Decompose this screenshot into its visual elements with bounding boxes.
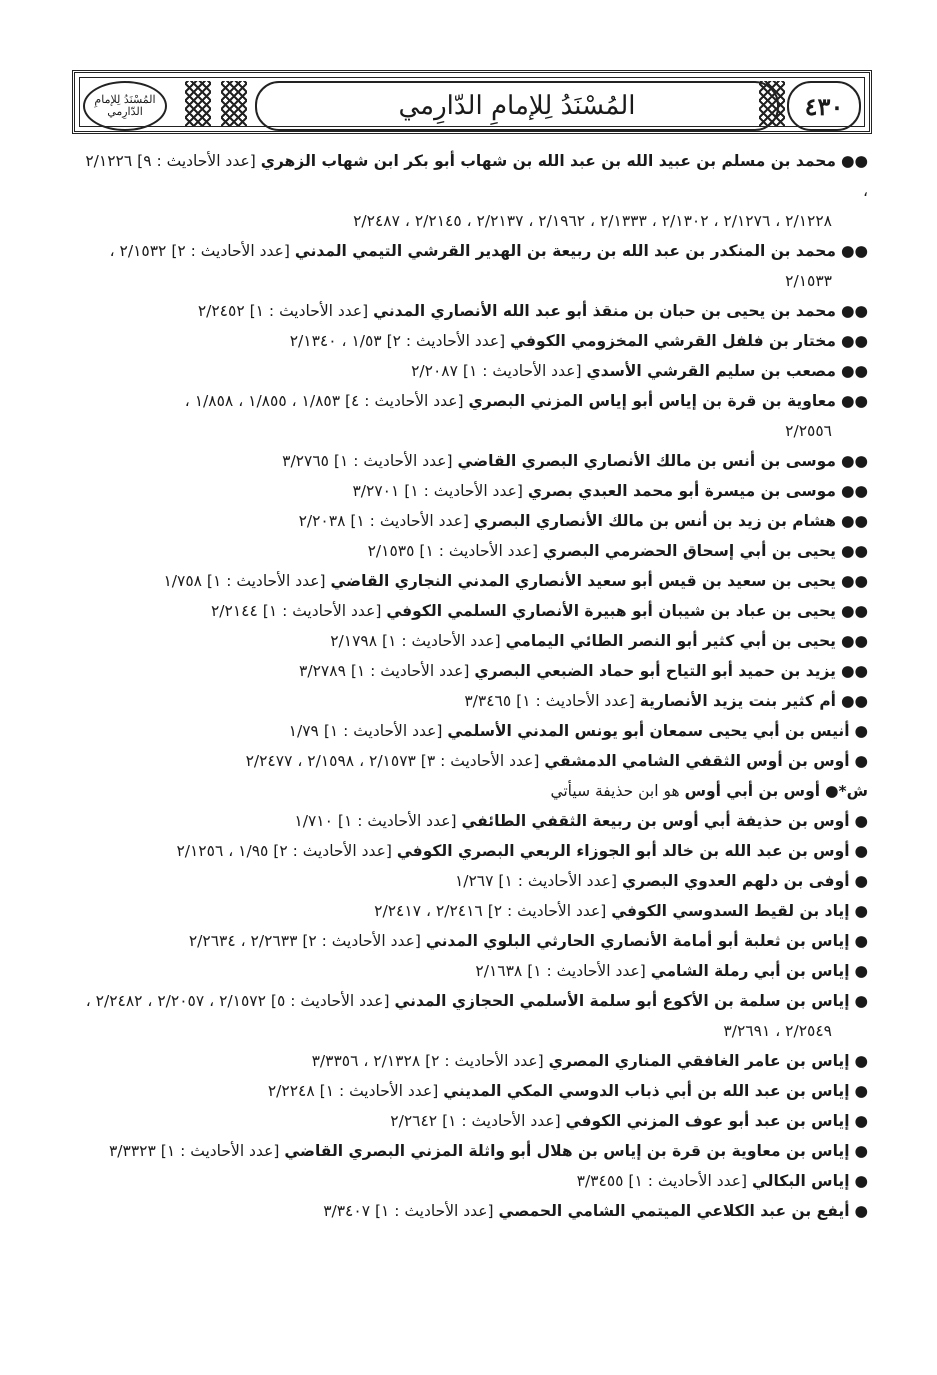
hadith-count: [عدد الأحاديث : ١] — [628, 1172, 748, 1190]
index-entry — [78, 356, 868, 386]
narrator-name: إياس بن سلمة بن الأكوع أبو سلمة الأسلمي الحجازي المدني — [394, 992, 850, 1010]
hadith-references: ١/٧٥٨ — [163, 572, 202, 590]
entry-bullet: ●● — [840, 452, 868, 470]
hadith-references: ١/٨٥٣ ، ١/٨٥٥ ، ١/٨٥٨ ، — [184, 392, 341, 410]
hadith-references: ٣/٢٧٦٥ — [282, 452, 329, 470]
narrator-name: مختار بن فلفل القرشي المخزومي الكوفي — [510, 332, 836, 350]
index-entry — [78, 1196, 868, 1226]
hadith-references: ٣/٢٧٨٩ — [299, 662, 346, 680]
entry-bullet: ● — [854, 722, 868, 740]
index-entry — [78, 1076, 868, 1106]
narrator-name: أم كثير بنت يزيد الأنصارية — [639, 692, 836, 710]
index-entry — [78, 386, 868, 446]
entry-bullet: ● — [854, 1052, 868, 1070]
hadith-references: ٢/٢٠٣٨ — [298, 512, 346, 530]
entry-bullet: ● — [854, 1172, 868, 1190]
page-header — [72, 70, 872, 134]
hadith-references: ٢/١٥٣٥ — [367, 542, 415, 560]
hadith-count: [عدد الأحاديث : ١] — [350, 512, 469, 530]
hadith-count: [عدد الأحاديث : ١] — [527, 962, 646, 980]
hadith-references: ٣/٣٤٦٥ — [464, 692, 512, 710]
hadith-references-continued: ٢/٢٥٤٩ ، ٣/٢٦٩١ — [723, 1022, 832, 1040]
entry-bullet: ●● — [840, 242, 868, 260]
hadith-count: [عدد الأحاديث : ٢] — [487, 902, 607, 920]
index-entry — [78, 566, 868, 596]
hadith-references: ٢/١٦٣٨ — [475, 962, 523, 980]
entry-bullet: ش*● — [824, 782, 868, 800]
entry-bullet: ● — [854, 1112, 868, 1130]
index-entry — [78, 716, 868, 746]
hadith-references: ٢/١٥٣٢ ، — [109, 242, 167, 260]
index-entry — [78, 296, 868, 326]
page-number-badge — [787, 81, 861, 131]
hadith-count: [عدد الأحاديث : ١] — [374, 1202, 494, 1220]
index-entry — [78, 806, 868, 836]
hadith-references: ٣/٢٧٠١ — [352, 482, 400, 500]
narrator-name: أوس بن عبد الله بن خالد أبو الجوزاء الربعي البصري الكوفي — [396, 842, 850, 860]
narrator-name: إياس بن عبد أبو عوف المزني الكوفي — [565, 1112, 850, 1130]
index-entry — [78, 1046, 868, 1076]
hadith-count: [عدد الأحاديث : ٣] — [420, 752, 540, 770]
hadith-references: ٣/٣٤٥٥ — [576, 1172, 624, 1190]
index-entry — [78, 236, 868, 296]
entry-bullet: ● — [854, 902, 868, 920]
hadith-count: هو ابن حذيفة سيأتي — [550, 782, 680, 800]
entry-bullet: ●● — [840, 632, 868, 650]
index-entry — [78, 596, 868, 626]
hadith-references: ٢/٢١٤٤ — [210, 602, 258, 620]
ornament-knot — [221, 81, 247, 127]
entry-bullet: ●● — [840, 692, 868, 710]
entry-bullet: ● — [854, 1202, 868, 1220]
narrator-name: موسى بن ميسرة أبو محمد العبدي بصري — [527, 482, 836, 500]
index-entry — [78, 656, 868, 686]
index-entry — [78, 746, 868, 776]
hadith-count: [عدد الأحاديث : ١] — [382, 632, 501, 650]
hadith-references: ١/٢٦٧ — [454, 872, 494, 890]
hadith-references: ٢/١٥٧٣ ، ٢/١٥٩٨ ، ٢/٢٤٧٧ — [245, 752, 416, 770]
hadith-count: [عدد الأحاديث : ١] — [516, 692, 635, 710]
hadith-references: ٢/١٣٢٨ ، ٣/٣٣٥٦ — [311, 1052, 421, 1070]
narrator-name: يحيى بن أبي كثير أبو النصر الطائي اليمامي — [505, 632, 836, 650]
hadith-count: [عدد الأحاديث : ٢] — [171, 242, 290, 260]
narrator-name: أيفع بن عبد الكلاعي الميتمي الشامي الحمصي — [498, 1202, 850, 1220]
ornament-knot — [759, 81, 785, 127]
index-entry — [78, 956, 868, 986]
hadith-references: ١/٧٩ — [288, 722, 319, 740]
entry-bullet: ●● — [840, 362, 868, 380]
entry-bullet: ●● — [840, 512, 868, 530]
narrator-name: إياس بن ثعلبة أبو أمامة الأنصاري الحارثي البلوي المدني — [425, 932, 850, 950]
entry-bullet: ● — [854, 1142, 868, 1160]
narrator-index-list — [78, 146, 868, 1226]
narrator-name: إياس البكالي — [751, 1172, 850, 1190]
hadith-count: [عدد الأحاديث : ١] — [206, 572, 326, 590]
hadith-count: [عدد الأحاديث : ١] — [350, 662, 470, 680]
hadith-count: [عدد الأحاديث : ١] — [319, 1082, 439, 1100]
ornament-knot — [185, 81, 211, 127]
entry-bullet: ● — [854, 842, 868, 860]
index-entry — [78, 1166, 868, 1196]
hadith-references-continued: ٢/١٢٢٨ ، ٢/١٢٧٦ ، ٢/١٣٠٢ ، ٢/١٣٣٣ ، ٢/١٩٦٢ ، ٢/٢١٣٧ ، ٢/٢١٤٥ ، ٢/٢٤٨٧ — [353, 212, 832, 230]
narrator-name: معاوية بن قرة بن إياس أبو إياس المزني البصري — [468, 392, 836, 410]
index-entry — [78, 476, 868, 506]
narrator-name: إياس بن أبي رملة الشامي — [650, 962, 850, 980]
index-entry — [78, 686, 868, 716]
hadith-references: ٣/٣٣٢٣ — [108, 1142, 156, 1160]
hadith-references: ٢/١٢٢٦ ، — [85, 152, 868, 200]
entry-bullet: ●● — [840, 302, 868, 320]
narrator-name: أوفى بن دلهم العدوي البصري — [621, 872, 850, 890]
hadith-references: ٢/١٥٧٢ ، ٢/٢٠٥٧ ، ٢/٢٤٨٢ ، — [85, 992, 266, 1010]
entry-bullet: ● — [854, 962, 868, 980]
hadith-count: [عدد الأحاديث : ١] — [498, 872, 618, 890]
hadith-count: [عدد الأحاديث : ٤] — [344, 392, 464, 410]
narrator-name: أوس بن أبي أوس — [684, 782, 821, 800]
entry-bullet: ● — [854, 752, 868, 770]
hadith-references: ٢/١٧٩٨ — [330, 632, 378, 650]
hadith-count: [عدد الأحاديث : ٢] — [425, 1052, 544, 1070]
hadith-references: ٢/٢٤١٦ ، ٢/٢٤١٧ — [374, 902, 483, 920]
book-title-cartouche — [255, 81, 779, 131]
index-entry — [78, 506, 868, 536]
index-entry — [78, 896, 868, 926]
hadith-count: [عدد الأحاديث : ٢] — [386, 332, 506, 350]
hadith-references: ٢/٢٦٣٣ ، ٢/٢٦٣٤ — [188, 932, 298, 950]
entry-bullet: ● — [854, 932, 868, 950]
hadith-count: [عدد الأحاديث : ١] — [160, 1142, 280, 1160]
narrator-name: إياس بن عامر الغافقي المناري المصري — [548, 1052, 850, 1070]
narrator-name: مصعب بن سليم القرشي الأسدي — [586, 362, 836, 380]
hadith-references-continued: ٢/١٥٣٣ — [785, 272, 832, 290]
entry-bullet: ●● — [840, 332, 868, 350]
index-entry — [78, 1136, 868, 1166]
hadith-references: ٢/٢٤٥٢ — [197, 302, 245, 320]
narrator-name: أوس بن حذيفة أبي أوس بن ربيعة الثقفي الطائفي — [461, 812, 850, 830]
narrator-name: يحيى بن أبي إسحاق الحضرمي البصري — [542, 542, 836, 560]
hadith-count: [عدد الأحاديث : ١] — [442, 1112, 561, 1130]
hadith-count: [عدد الأحاديث : ١] — [404, 482, 523, 500]
index-entry — [78, 326, 868, 356]
narrator-name: أوس بن أوس الثقفي الشامي الدمشقي — [544, 752, 850, 770]
narrator-name: إياس بن عبد الله بن أبي ذباب الدوسي المكي المديني — [443, 1082, 850, 1100]
hadith-count: [عدد الأحاديث : ١] — [419, 542, 539, 560]
entry-bullet: ●● — [840, 152, 868, 170]
index-entry — [78, 1106, 868, 1136]
hadith-count: [عدد الأحاديث : ٢] — [302, 932, 421, 950]
entry-bullet: ●● — [840, 482, 868, 500]
narrator-name: إياس بن معاوية بن قرة بن إياس بن هلال أبو واثلة المزني البصري القاضي — [284, 1142, 850, 1160]
entry-bullet: ●● — [840, 572, 868, 590]
hadith-count: [عدد الأحاديث : ١] — [333, 452, 453, 470]
index-entry — [78, 146, 868, 236]
index-entry — [78, 536, 868, 566]
narrator-name: محمد بن مسلم بن عبيد الله بن عبد الله بن شهاب أبو بكر ابن شهاب الزهري — [260, 152, 836, 170]
hadith-references-continued: ٢/٢٥٥٦ — [785, 422, 832, 440]
narrator-name: أنيس بن أبي يحيى سمعان أبو يونس المدني الأسلمي — [447, 722, 850, 740]
hadith-count: [عدد الأحاديث : ٥] — [270, 992, 390, 1010]
index-entry — [78, 866, 868, 896]
entry-bullet: ● — [854, 992, 868, 1010]
hadith-count: [عدد الأحاديث : ١] — [462, 362, 582, 380]
entry-bullet: ● — [854, 812, 868, 830]
hadith-count: [عدد الأحاديث : ١] — [337, 812, 457, 830]
index-entry — [78, 776, 868, 806]
hadith-references: ٢/٢٠٨٧ — [411, 362, 458, 380]
index-entry — [78, 626, 868, 656]
hadith-count: [عدد الأحاديث : ١] — [249, 302, 369, 320]
index-entry — [78, 836, 868, 866]
narrator-name: يحيى بن عباد بن شيبان أبو هبيرة الأنصاري السلمي الكوفي — [386, 602, 836, 620]
entry-bullet: ●● — [840, 602, 868, 620]
hadith-references: ١/٥٣ ، ٢/١٣٤٠ — [289, 332, 382, 350]
hadith-references: ٢/٢٢٤٨ — [267, 1082, 315, 1100]
index-entry — [78, 986, 868, 1046]
index-entry — [78, 446, 868, 476]
entry-bullet: ● — [854, 1082, 868, 1100]
narrator-name: يزيد بن حميد أبو التياح أبو حماد الضبعي البصري — [474, 662, 836, 680]
hadith-count: [عدد الأحاديث : ٢] — [273, 842, 392, 860]
entry-bullet: ●● — [840, 662, 868, 680]
narrator-name: يحيى بن سعيد بن قيس أبو سعيد الأنصاري المدني النجاري القاضي — [330, 572, 836, 590]
narrator-name: موسى بن أنس بن مالك الأنصاري البصري القاضي — [457, 452, 836, 470]
narrator-name: محمد بن يحيى بن حبان بن منقذ أبو عبد الله الأنصاري المدني — [373, 302, 836, 320]
entry-bullet: ●● — [840, 392, 868, 410]
hadith-count: [عدد الأحاديث : ٩] — [137, 152, 256, 170]
entry-bullet: ● — [854, 872, 868, 890]
page-number: ٤٣٠ — [804, 91, 844, 121]
title-medallion — [83, 81, 167, 131]
index-entry — [78, 926, 868, 956]
hadith-references: ٢/٢٦٤٢ — [390, 1112, 438, 1130]
hadith-count: [عدد الأحاديث : ١] — [323, 722, 443, 740]
narrator-name: هشام بن زيد بن أنس بن مالك الأنصاري البصري — [473, 512, 836, 530]
hadith-count: [عدد الأحاديث : ١] — [262, 602, 382, 620]
hadith-references: ١/٩٥ ، ٢/١٢٥٦ — [176, 842, 269, 860]
hadith-references: ١/٧١٠ — [294, 812, 333, 830]
entry-bullet: ●● — [840, 542, 868, 560]
narrator-name: محمد بن المنكدر بن عبد الله بن ربيعة بن الهدير القرشي التيمي المدني — [294, 242, 836, 260]
narrator-name: إياد بن لقيط السدوسي الكوفي — [611, 902, 850, 920]
book-title: المُسْنَدُ لِلإمامِ الدّارِمي — [398, 91, 636, 121]
medallion-text: المُسْنَدُ لِلإمامِ الدّارِمي — [94, 93, 156, 118]
hadith-references: ٣/٣٤٠٧ — [323, 1202, 371, 1220]
